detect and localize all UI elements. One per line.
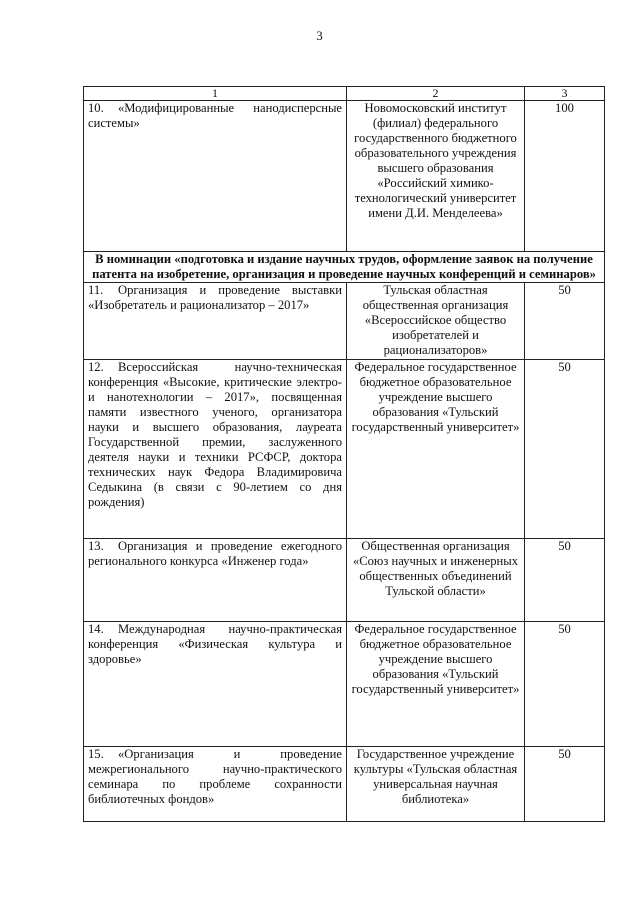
item-number: 14. — [88, 622, 104, 636]
item-organization: Тульская областная общественная организация «Всероссийское общество изобретателей и рационализаторов» — [347, 283, 525, 360]
item-amount: 50 — [525, 283, 605, 360]
item-title: Всероссийская научно-техническая конференция «Высокие, критические электро- и нанотехнологии – 2017», посвященная памяти известного ученого, организатора науки и высшего образования, лауреата Государственной премии, заслуженного деятеля науки и техники РСФСР, доктора технических наук Федора Владимировича Седыкина (в связи с 90-летием со дня рождения) — [88, 360, 342, 509]
item-organization: Федеральное государственное бюджетное образовательное учреждение высшего образования «Тульский государственный университет» — [347, 360, 525, 539]
table-row — [84, 283, 605, 360]
item-number: 15. — [88, 747, 104, 761]
column-number-3: 3 — [525, 87, 605, 101]
item-description — [84, 283, 347, 360]
item-organization: Федеральное государственное бюджетное образовательное учреждение высшего образования «Тульский государственный университет» — [347, 622, 525, 747]
table-row — [84, 539, 605, 622]
item-organization: Новомосковский институт (филиал) федерального государственного бюджетного образовательного учреждения высшего образования «Российский химико-технологический университет имени Д.И. Менделеева» — [347, 101, 525, 252]
item-organization: Государственное учреждение культуры «Тульская областная универсальная научная библиотека» — [347, 747, 525, 822]
item-title: «Организация и проведение межрегионального научно-практического семинара по проблеме сохранности библиотечных фондов» — [88, 747, 342, 806]
item-amount: 50 — [525, 622, 605, 747]
item-title: «Модифицированные нанодисперсные системы» — [88, 101, 342, 130]
item-number: 13. — [88, 539, 104, 553]
table-row — [84, 747, 605, 822]
item-title: Организация и проведение ежегодного регионального конкурса «Инженер года» — [88, 539, 342, 568]
item-description — [84, 101, 347, 252]
item-title: Международная научно-практическая конференция «Физическая культура и здоровье» — [88, 622, 342, 666]
page-number: 3 — [316, 28, 323, 43]
table-row — [84, 622, 605, 747]
table-row — [84, 360, 605, 539]
item-amount: 50 — [525, 539, 605, 622]
item-amount: 50 — [525, 360, 605, 539]
table-row — [84, 101, 605, 252]
item-description — [84, 539, 347, 622]
item-number: 11. — [88, 283, 104, 297]
column-number-1: 1 — [84, 87, 347, 101]
awards-table — [83, 86, 605, 822]
item-description — [84, 360, 347, 539]
column-number-2: 2 — [347, 87, 525, 101]
column-number-row — [84, 87, 605, 101]
item-description — [84, 747, 347, 822]
section-row — [84, 252, 605, 283]
item-title: Организация и проведение выставки «Изобретатель и рационализатор – 2017» — [88, 283, 342, 312]
item-description — [84, 622, 347, 747]
section-title: В номинации «подготовка и издание научных трудов, оформление заявок на получение патента на изобретение, организация и проведение научных конференций и семинаров» — [84, 252, 605, 283]
item-number: 10. — [88, 101, 104, 115]
item-organization: Общественная организация «Союз научных и инженерных общественных объединений Тульской области» — [347, 539, 525, 622]
item-amount: 100 — [525, 101, 605, 252]
item-number: 12. — [88, 360, 104, 374]
item-amount: 50 — [525, 747, 605, 822]
